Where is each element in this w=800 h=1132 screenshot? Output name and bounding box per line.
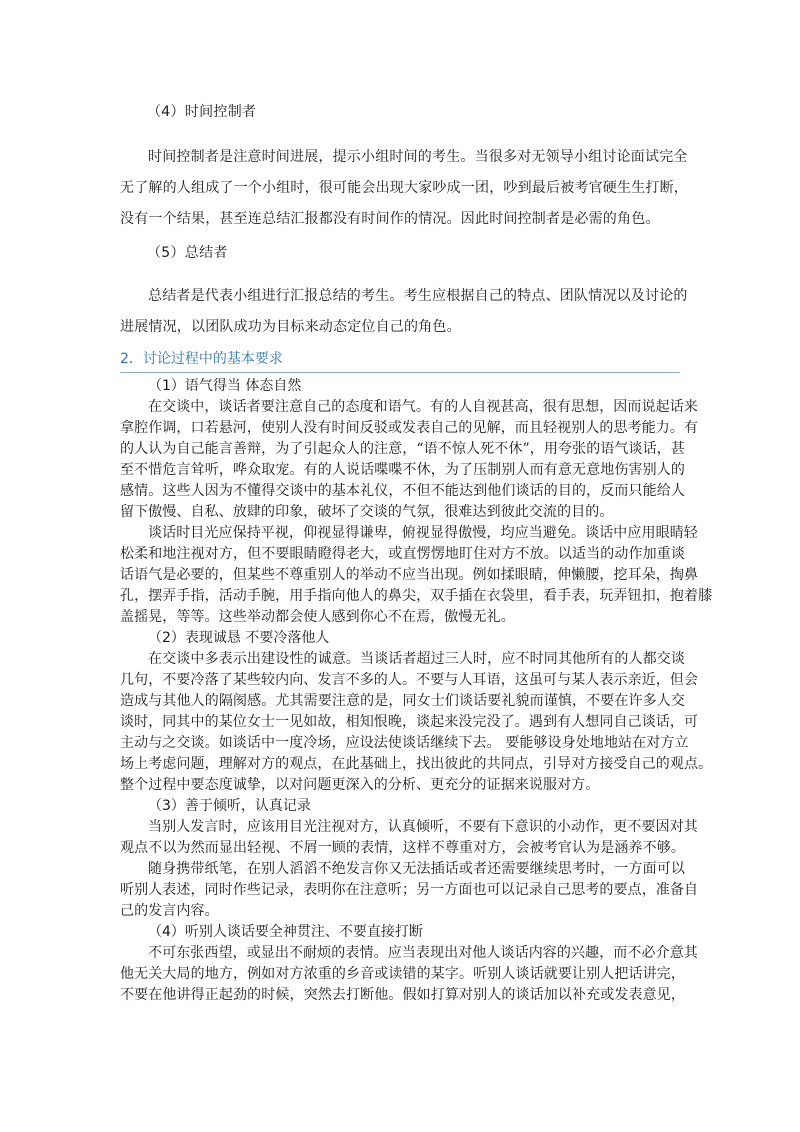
paragraph-time-keeper xyxy=(120,142,688,235)
text-line: 不可东张西望，或显出不耐烦的表情。应当表现出对他人谈话内容的兴趣，而不必介意其 xyxy=(148,945,698,961)
text-line: 主动与之交谈。如谈话中一度冷场，应设法使谈话继续下去。 要能够设身处地地站在对方立 xyxy=(120,735,689,751)
text-line: 进展情况，以团队成功为目标来动态定位自己的角色。 xyxy=(120,319,461,335)
text-line: 的人认为自己能言善辩，为了引起众人的注意，“语不惊人死不休”，用夸张的语气谈话，甚 xyxy=(120,441,685,457)
text-line: 在交谈中多表示出建设性的诚意。当谈话者超过三人时，应不时同其他所有的人都交谈 xyxy=(148,651,685,667)
text-line: 听别人表述，同时作些记录，表明你在注意听；另一方面也可以记录自己思考的要点，准备自 xyxy=(120,882,699,898)
text-line: 拿腔作调，口若悬河，使别人没有时间反驳或发表自己的见解，而且轻视别人的思考能力。有 xyxy=(120,420,699,436)
text-line: 造成与其他人的隔阂感。尤其需要注意的是，同女士们谈话要礼貌而谨慎，不要在许多人交 xyxy=(120,693,685,709)
text-line: 他无关大局的地方，例如对方浓重的乡音或读错的某字。听别人谈话就要让别人把话讲完， xyxy=(120,966,685,982)
text-line: 感情。这些人因为不懂得交谈中的基本礼仪，不但不能达到他们谈话的目的，反而只能给人 xyxy=(120,483,685,499)
section-body-requirements xyxy=(120,376,713,1006)
text-line: 留下傲慢、自私、放肆的印象，破坏了交谈的气氛，很难达到彼此交流的目的。 xyxy=(120,504,614,520)
paragraph-summarizer xyxy=(120,281,688,343)
text-line: 己的发言内容。 xyxy=(120,903,219,919)
text-line: 整个过程中要态度诚挚，以对问题更深入的分析、更充分的证据来说服对方。 xyxy=(120,777,600,793)
text-line: 谈话时目光应保持平视，仰视显得谦卑，俯视显得傲慢，均应当避免。谈话中应用眼睛轻 xyxy=(148,525,698,541)
text-line: 至不惜危言耸听，哗众取宠。有的人说话喋喋不休，为了压制别人而有意无意地伤害别人的 xyxy=(120,462,685,478)
text-line: 盖摇晃，等等。这些举动都会使人感到你心不在焉，傲慢无礼。 xyxy=(120,609,515,625)
text-line: 松柔和地注视对方，但不要眼睛瞪得老大，或直愣愣地盯住对方不放。以适当的动作加重谈 xyxy=(120,546,685,562)
text-line: 随身携带纸笔，在别人滔滔不绝发言你又无法插话或者还需要继续思考时，一方面可以 xyxy=(148,861,685,877)
subsection-title-time-keeper: （4）时间控制者 xyxy=(147,104,257,120)
subsection-title: （3）善于倾听，认真记录 xyxy=(148,798,311,814)
section-heading: 2．讨论过程中的基本要求 xyxy=(120,349,680,373)
subsection-title: （4）听别人谈话要全神贯注、不要直接打断 xyxy=(148,924,423,940)
text-line: 没有一个结果，甚至连总结汇报都没有时间作的情况。因此时间控制者是必需的角色。 xyxy=(120,211,660,227)
text-line: 几句，不要冷落了某些较内向、发言不多的人。不要与人耳语，这虽可与某人表示亲近，但会 xyxy=(120,672,699,688)
text-line: 总结者是代表小组进行汇报总结的考生。考生应根据自己的特点、团队情况以及讨论的 xyxy=(148,288,688,304)
text-line: 观点不以为然而显出轻视、不屑一顾的表情，这样不尊重对方，会被考官认为是涵养不够。 xyxy=(120,840,685,856)
text-line: 谈时，同其中的某位女士一见如故，相知恨晚，谈起来没完没了。遇到有人想同自己谈话，可 xyxy=(120,714,699,730)
text-line: 话语气是必要的，但某些不尊重别人的举动不应当出现。例如揉眼睛，伸懒腰，挖耳朵，掏鼻 xyxy=(120,567,699,583)
text-line: 孔，摆弄手指，活动手腕，用手指向他人的鼻尖，双手插在衣袋里，看手表，玩弄钮扣，抱着膝 xyxy=(120,588,713,604)
text-line: 无了解的人组成了一个小组时，很可能会出现大家吵成一团，吵到最后被考官硬生生打断， xyxy=(120,180,688,196)
subsection-title: （1）语气得当 体态自然 xyxy=(148,378,302,394)
text-line: 时间控制者是注意时间进展，提示小组时间的考生。当很多对无领导小组讨论面试完全 xyxy=(148,149,688,165)
subsection-title-summarizer: （5）总结者 xyxy=(147,245,228,261)
text-line: 在交谈中，谈话者要注意自己的态度和语气。有的人自视甚高，很有思想，因而说起话来 xyxy=(148,399,698,415)
text-line: 不要在他讲得正起劲的时候，突然去打断他。假如打算对别人的谈话加以补充或发表意见， xyxy=(120,987,685,1003)
text-line: 当别人发言时，应该用目光注视对方，认真倾听，不要有下意识的小动作，更不要因对其 xyxy=(148,819,698,835)
text-line: 场上考虑问题，理解对方的观点，在此基础上，找出彼此的共同点，引导对方接受自己的观点。 xyxy=(120,756,713,772)
subsection-title: （2）表现诚恳 不要冷落他人 xyxy=(148,630,330,646)
